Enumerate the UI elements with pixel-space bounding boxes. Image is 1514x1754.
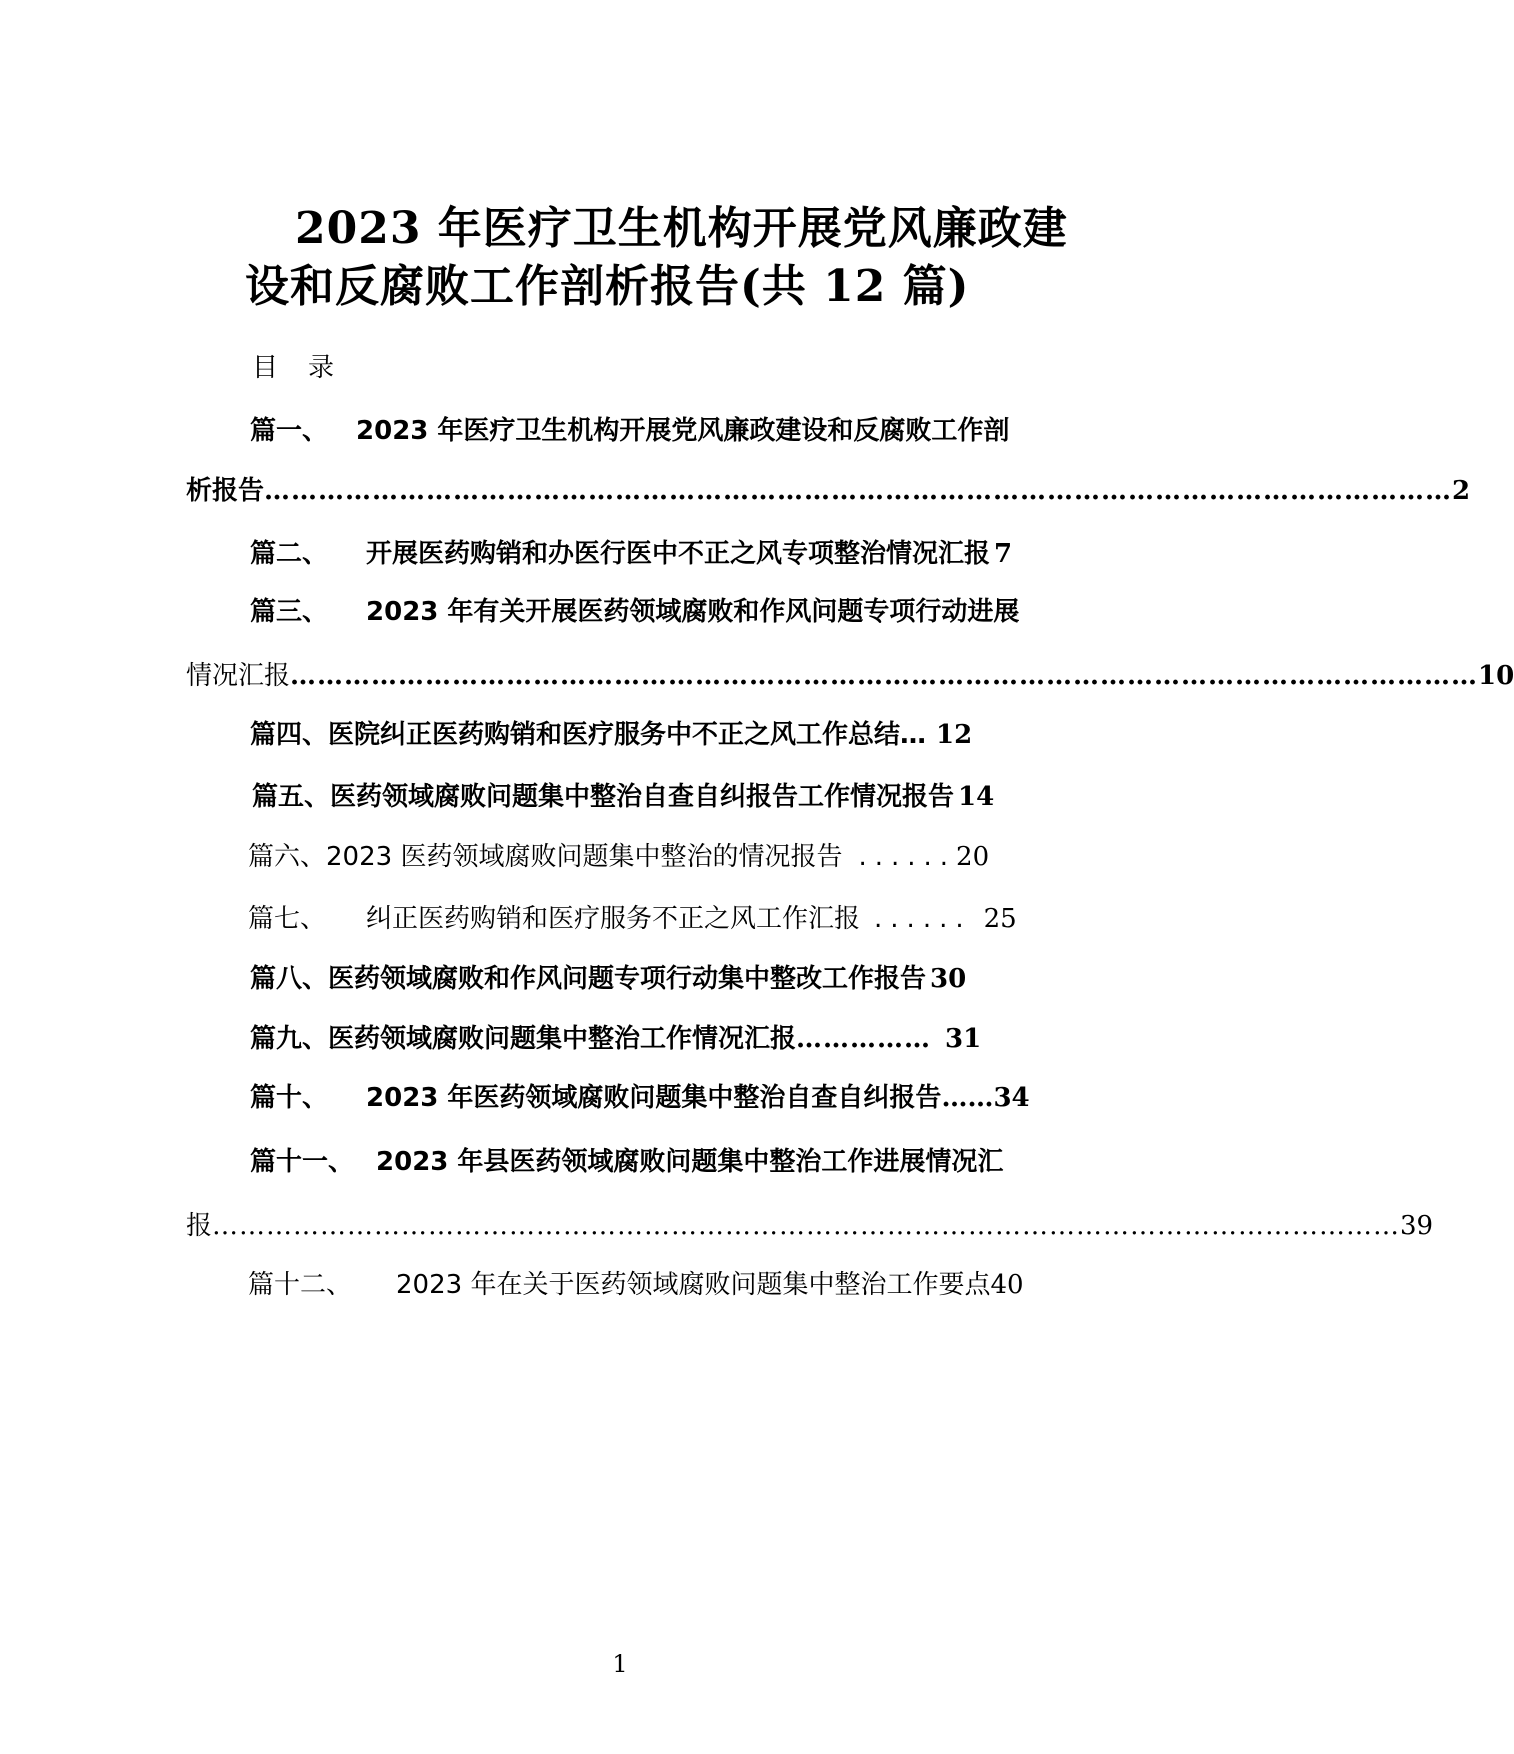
toc-page-number: 30 — [930, 964, 967, 994]
toc-entry-title: 2023 医药领域腐败问题集中整治的情况报告 — [326, 842, 843, 872]
toc-entry-5[interactable] — [252, 776, 994, 813]
dot-leader: …………………………………………………………………………………………………………………… — [264, 476, 1453, 506]
toc-entry-title: 2023 年医疗卫生机构开展党风廉政建设和反腐败工作剖 — [356, 416, 1010, 446]
page-number: 1 — [612, 1650, 628, 1678]
toc-page-number: 10 — [1478, 661, 1514, 691]
toc-entry-label: 篇九、 — [250, 1024, 329, 1054]
toc-entry-title: 2023 年医药领域腐败问题集中整治自查自纠报告 — [366, 1083, 942, 1113]
toc-entry-12[interactable] — [248, 1264, 1024, 1301]
dot-leader: …… — [941, 1083, 994, 1113]
toc-page-number: 2 — [1452, 476, 1471, 506]
toc-entry-9[interactable] — [250, 1018, 981, 1055]
toc-entry-1-continuation[interactable] — [186, 470, 1471, 507]
toc-entry-3[interactable] — [250, 591, 1019, 628]
dot-leader: ...... — [874, 904, 972, 934]
toc-entry-label: 篇三、 — [250, 597, 329, 627]
toc-entry-title: 2023 年有关开展医药领域腐败和作风问题专项行动进展 — [366, 597, 1020, 627]
dot-leader: …………………………………………………………………………………………………………………… — [290, 661, 1479, 691]
toc-entry-title-continued: 析报告 — [186, 476, 265, 506]
toc-entry-11-continuation[interactable] — [186, 1205, 1434, 1242]
toc-entry-label: 篇一、 — [250, 416, 329, 446]
toc-entry-8[interactable] — [250, 958, 966, 995]
document-title-line-2: 设和反腐败工作剖析报告(共 12 篇) — [245, 261, 970, 312]
dot-leader: ...... — [858, 842, 957, 872]
toc-entry-label: 篇六、 — [248, 842, 327, 872]
toc-entry-label: 篇七、 — [248, 904, 327, 934]
toc-page-number: 31 — [945, 1024, 982, 1054]
toc-entry-title: 2023 年在关于医药领域腐败问题集中整治工作要点 — [396, 1270, 991, 1300]
toc-entry-10[interactable] — [250, 1077, 1030, 1114]
dot-leader: … — [900, 720, 927, 750]
dot-leader: …………… — [796, 1024, 932, 1054]
toc-entry-6[interactable] — [248, 836, 989, 873]
document-title-line-1: 2023 年医疗卫生机构开展党风廉政建 — [295, 203, 1068, 254]
toc-entry-label: 篇五、 — [252, 782, 331, 812]
toc-entry-label: 篇二、 — [250, 539, 329, 569]
toc-entry-title: 开展医药购销和办医行医中不正之风专项整治情况汇报 — [366, 539, 991, 569]
toc-page-number: 12 — [936, 720, 973, 750]
toc-entry-title: 纠正医药购销和医疗服务不正之风工作汇报 — [366, 904, 861, 934]
toc-entry-1[interactable] — [250, 410, 1009, 447]
toc-entry-title: 医院纠正医药购销和医疗服务中不正之风工作总结 — [328, 720, 901, 750]
dot-leader: …………………………………………………………………………………………………………………… — [212, 1211, 1401, 1241]
toc-entry-label: 篇四、 — [250, 720, 329, 750]
toc-entry-title-continued: 报 — [186, 1211, 213, 1241]
toc-page-number: 20 — [956, 842, 990, 872]
toc-entry-label: 篇十一、 — [250, 1147, 355, 1177]
toc-entry-title: 医药领域腐败和作风问题专项行动集中整改工作报告 — [328, 964, 927, 994]
toc-entry-label: 篇八、 — [250, 964, 329, 994]
toc-entry-2[interactable] — [250, 533, 1012, 570]
toc-heading: 目录 — [252, 353, 365, 383]
toc-entry-label: 篇十二、 — [248, 1270, 353, 1300]
toc-page-number: 34 — [993, 1083, 1030, 1113]
toc-page-number: 40 — [990, 1270, 1024, 1300]
toc-entry-3-continuation[interactable] — [186, 655, 1514, 692]
toc-entry-title-continued: 情况汇报 — [186, 661, 291, 691]
toc-entry-4[interactable] — [250, 714, 972, 751]
toc-page-number: 7 — [994, 539, 1013, 569]
toc-page-number: 25 — [983, 904, 1017, 934]
toc-page-number: 39 — [1400, 1211, 1434, 1241]
toc-entry-11[interactable] — [250, 1141, 1003, 1178]
toc-entry-label: 篇十、 — [250, 1083, 329, 1113]
toc-entry-title: 2023 年县医药领域腐败问题集中整治工作进展情况汇 — [376, 1147, 1004, 1177]
toc-entry-7[interactable] — [248, 898, 1017, 935]
toc-entry-title: 医药领域腐败问题集中整治自查自纠报告工作情况报告 — [330, 782, 955, 812]
toc-page-number: 14 — [958, 782, 995, 812]
toc-entry-title: 医药领域腐败问题集中整治工作情况汇报 — [328, 1024, 797, 1054]
